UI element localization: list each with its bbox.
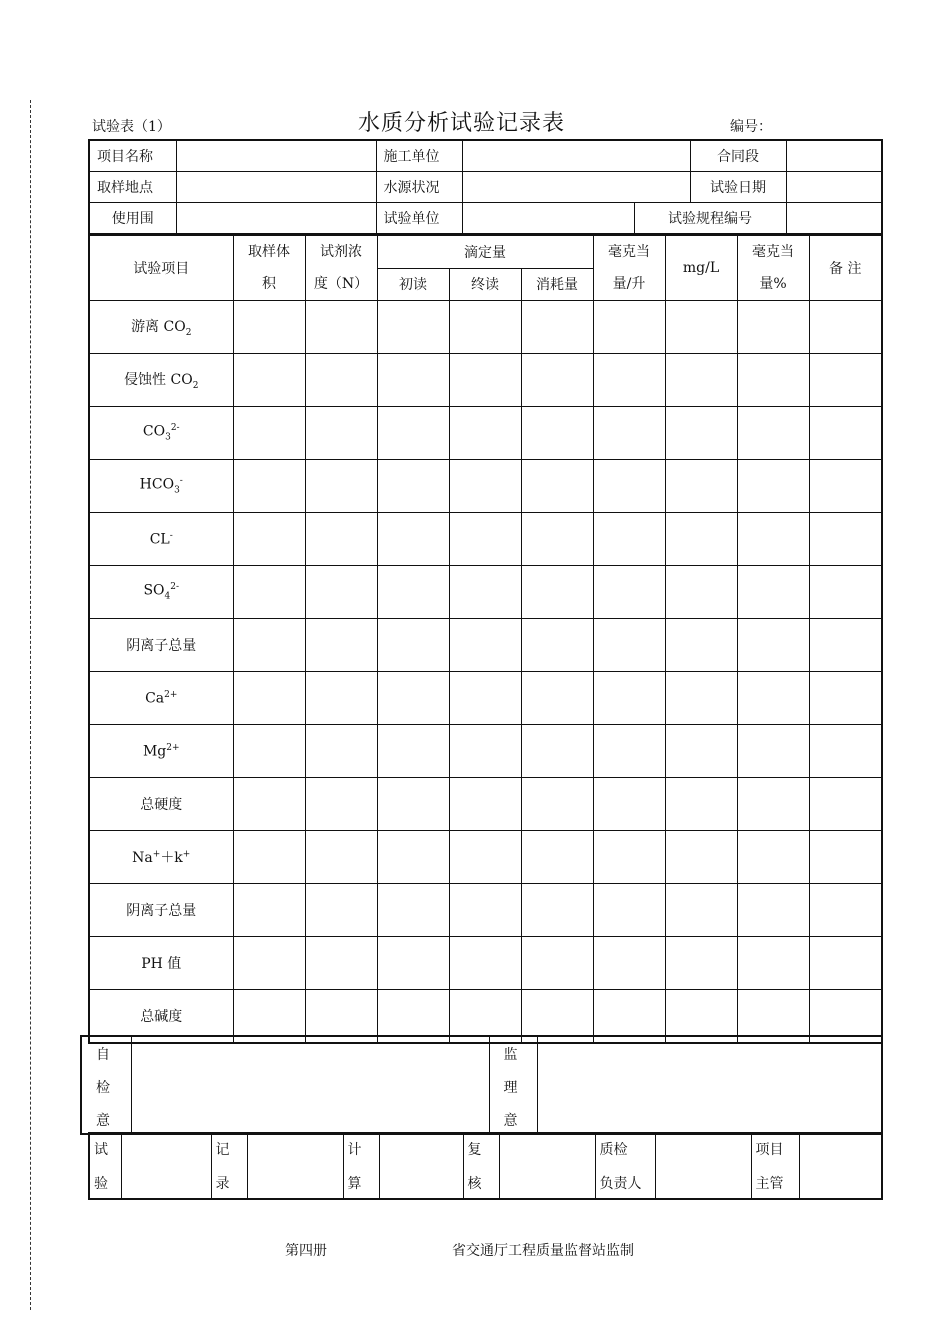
data-cell[interactable] — [521, 831, 593, 884]
qc-head-field[interactable] — [655, 1133, 751, 1199]
calculator-field[interactable] — [379, 1133, 463, 1199]
data-cell[interactable] — [809, 937, 882, 990]
usage-scope-label: 使用围 — [89, 203, 176, 235]
data-rows — [89, 301, 882, 1044]
data-cell[interactable] — [377, 831, 449, 884]
data-cell[interactable] — [593, 566, 665, 619]
footer-volume: 第四册 — [285, 1243, 327, 1259]
testing-unit-label: 试验单位 — [376, 203, 462, 235]
test-date-label: 试验日期 — [690, 172, 786, 203]
row-label — [89, 619, 233, 672]
data-cell[interactable] — [665, 884, 737, 937]
data-cell[interactable] — [305, 884, 377, 937]
row-label — [89, 725, 233, 778]
data-cell[interactable] — [665, 672, 737, 725]
data-cell[interactable] — [521, 460, 593, 513]
table-row — [89, 937, 882, 990]
table-row — [89, 725, 882, 778]
self-check-char-2: 检 — [96, 1080, 110, 1096]
data-cell[interactable] — [305, 354, 377, 407]
project-manager-field[interactable] — [799, 1133, 882, 1199]
data-cell[interactable] — [449, 778, 521, 831]
col-test-item: 试验项目 — [89, 235, 233, 301]
project-manager-line1: 项目 — [755, 1142, 784, 1158]
col-meq-line1: 毫克当 — [608, 244, 651, 260]
data-cell[interactable] — [233, 672, 305, 725]
binding-line — [30, 100, 31, 1310]
data-cell[interactable] — [233, 725, 305, 778]
data-cell[interactable] — [521, 407, 593, 460]
data-cell[interactable] — [377, 619, 449, 672]
table-row — [89, 619, 882, 672]
row-label — [89, 778, 233, 831]
form-code: 试验表（1） — [92, 119, 171, 135]
data-cell[interactable] — [809, 725, 882, 778]
data-cell[interactable] — [449, 831, 521, 884]
row-label-text: CO — [142, 423, 166, 440]
data-cell[interactable] — [233, 513, 305, 566]
data-cell[interactable] — [233, 778, 305, 831]
data-cell[interactable] — [521, 725, 593, 778]
col-meq — [593, 235, 665, 301]
row-label — [89, 884, 233, 937]
row-label-text: 游离 CO — [131, 319, 186, 336]
table-row — [89, 354, 882, 407]
reviewer-field[interactable] — [499, 1133, 595, 1199]
data-cell[interactable] — [449, 301, 521, 354]
data-cell[interactable] — [593, 354, 665, 407]
data-cell[interactable] — [449, 513, 521, 566]
testing-unit-field[interactable] — [462, 203, 634, 235]
supervision-char-2: 理 — [503, 1080, 518, 1096]
data-cell[interactable] — [449, 619, 521, 672]
row-label — [89, 354, 233, 407]
row-label-superscript: 2- — [170, 423, 180, 434]
tester-line2: 验 — [94, 1176, 108, 1192]
data-cell[interactable] — [665, 831, 737, 884]
data-cell[interactable] — [377, 407, 449, 460]
table-row — [89, 672, 882, 725]
data-cell[interactable] — [593, 513, 665, 566]
row-label-text: 总硬度 — [140, 797, 183, 813]
row-label-suffix-superscript: + — [182, 849, 191, 860]
row-label — [89, 831, 233, 884]
col-consumed: 消耗量 — [521, 268, 593, 301]
data-cell[interactable] — [809, 778, 882, 831]
analysis-table — [88, 234, 883, 1044]
contractor-field[interactable] — [462, 140, 690, 172]
data-cell[interactable] — [305, 937, 377, 990]
row-label-text: Mg — [142, 743, 167, 760]
table-row — [89, 778, 882, 831]
col-reagent-conc-line1: 试剂浓 — [320, 244, 362, 260]
usage-scope-field[interactable] — [176, 203, 376, 235]
data-cell[interactable] — [521, 619, 593, 672]
reviewer-line1: 复 — [467, 1142, 482, 1158]
data-cell[interactable] — [305, 725, 377, 778]
data-cell[interactable] — [377, 937, 449, 990]
row-label-subscript: 4 — [164, 591, 171, 602]
data-cell[interactable] — [665, 725, 737, 778]
data-cell[interactable] — [593, 460, 665, 513]
data-cell[interactable] — [809, 301, 882, 354]
row-label-superscript: 2+ — [166, 742, 180, 753]
col-sample-volume-line2: 积 — [262, 276, 276, 292]
row-label-superscript: - — [169, 530, 173, 541]
col-remarks: 备 注 — [809, 235, 882, 301]
row-label-text: Na — [132, 850, 153, 866]
data-cell[interactable] — [233, 354, 305, 407]
data-cell[interactable] — [377, 460, 449, 513]
row-label-text: 阴离子总量 — [126, 903, 197, 919]
self-check-char-3: 意 — [96, 1113, 110, 1129]
reviewer-line2: 核 — [467, 1176, 482, 1192]
col-meq-pct-line1: 毫克当 — [752, 244, 795, 260]
data-cell[interactable] — [737, 619, 809, 672]
data-cell[interactable] — [377, 566, 449, 619]
data-cell[interactable] — [737, 778, 809, 831]
data-cell[interactable] — [449, 884, 521, 937]
row-label-superscript: 2+ — [164, 689, 178, 700]
col-initial: 初读 — [377, 268, 449, 301]
data-cell[interactable] — [809, 407, 882, 460]
data-cell[interactable] — [737, 566, 809, 619]
data-cell[interactable] — [305, 566, 377, 619]
row-label-superscript: - — [179, 476, 183, 487]
data-cell[interactable] — [449, 725, 521, 778]
col-sample-volume — [233, 235, 305, 301]
data-cell[interactable] — [809, 354, 882, 407]
row-label-text: HCO — [139, 476, 175, 493]
data-cell[interactable] — [593, 778, 665, 831]
self-check-char-1: 自 — [96, 1047, 110, 1063]
table-row — [89, 831, 882, 884]
page-title: 水质分析试验记录表 — [358, 111, 566, 136]
recorder-label — [211, 1133, 247, 1199]
opinion-table — [80, 1035, 883, 1135]
data-cell[interactable] — [449, 460, 521, 513]
supervision-char-1: 监 — [503, 1047, 518, 1063]
test-standard-field[interactable] — [786, 203, 882, 235]
data-cell[interactable] — [449, 672, 521, 725]
data-cell[interactable] — [737, 937, 809, 990]
col-reagent-conc-line2: 度（N） — [313, 276, 369, 292]
col-titration: 滴定量 — [377, 235, 593, 268]
data-cell[interactable] — [233, 831, 305, 884]
data-cell[interactable] — [377, 513, 449, 566]
water-source-field[interactable] — [462, 172, 690, 203]
data-cell[interactable] — [593, 884, 665, 937]
data-cell[interactable] — [593, 619, 665, 672]
row-label-superscript: + — [152, 849, 161, 860]
tester-field[interactable] — [121, 1133, 211, 1199]
data-cell[interactable] — [593, 407, 665, 460]
data-cell[interactable] — [809, 460, 882, 513]
supervision-char-3: 意 — [503, 1113, 518, 1129]
data-cell[interactable] — [233, 460, 305, 513]
row-label-text: PH 值 — [141, 956, 182, 972]
data-cell[interactable] — [305, 619, 377, 672]
test-standard-label: 试验规程编号 — [634, 203, 786, 235]
project-name-field[interactable] — [176, 140, 376, 172]
data-cell[interactable] — [233, 407, 305, 460]
table-row — [89, 301, 882, 354]
row-label — [89, 460, 233, 513]
row-label-text: CL — [149, 531, 170, 548]
data-cell[interactable] — [809, 831, 882, 884]
col-mgl: mg/L — [665, 235, 737, 301]
recorder-line1: 记 — [215, 1142, 230, 1158]
footer-issuer: 省交通厅工程质量监督站监制 — [452, 1243, 634, 1259]
data-cell[interactable] — [305, 672, 377, 725]
data-cell[interactable] — [305, 831, 377, 884]
data-cell[interactable] — [665, 778, 737, 831]
data-cell[interactable] — [737, 725, 809, 778]
tester-label — [89, 1133, 121, 1199]
project-manager-label — [751, 1133, 799, 1199]
data-cell[interactable] — [665, 354, 737, 407]
row-label-subscript: 3 — [165, 432, 171, 443]
data-cell[interactable] — [737, 354, 809, 407]
data-cell[interactable] — [377, 725, 449, 778]
data-cell[interactable] — [305, 460, 377, 513]
data-cell[interactable] — [809, 884, 882, 937]
calculator-line1: 计 — [347, 1142, 362, 1158]
data-cell[interactable] — [377, 778, 449, 831]
calculator-label — [343, 1133, 379, 1199]
data-cell[interactable] — [809, 566, 882, 619]
recorder-field[interactable] — [247, 1133, 343, 1199]
qc-head-line2: 负责人 — [599, 1176, 642, 1192]
col-reagent-conc — [305, 235, 377, 301]
project-name-label: 项目名称 — [89, 140, 176, 172]
data-cell[interactable] — [305, 301, 377, 354]
data-cell[interactable] — [305, 778, 377, 831]
data-cell[interactable] — [377, 301, 449, 354]
table-row — [89, 460, 882, 513]
data-cell[interactable] — [593, 301, 665, 354]
data-cell[interactable] — [665, 513, 737, 566]
row-label-subscript: 2 — [185, 327, 192, 338]
col-sample-volume-line1: 取样体 — [248, 244, 290, 260]
row-label — [89, 672, 233, 725]
qc-head-line1: 质检 — [599, 1142, 628, 1158]
table-row — [89, 407, 882, 460]
data-cell[interactable] — [593, 831, 665, 884]
col-final: 终读 — [449, 268, 521, 301]
data-cell[interactable] — [449, 407, 521, 460]
data-cell[interactable] — [665, 937, 737, 990]
row-label — [89, 301, 233, 354]
contract-section-label: 合同段 — [690, 140, 786, 172]
row-label — [89, 566, 233, 619]
row-label-text: Ca — [145, 690, 165, 707]
calculator-line2: 算 — [347, 1176, 362, 1192]
signature-table — [88, 1132, 883, 1200]
row-label-subscript: 3 — [174, 485, 180, 496]
data-cell[interactable] — [521, 672, 593, 725]
data-cell[interactable] — [521, 301, 593, 354]
data-cell[interactable] — [593, 725, 665, 778]
table-row — [89, 884, 882, 937]
data-cell[interactable] — [521, 884, 593, 937]
contractor-label: 施工单位 — [376, 140, 462, 172]
data-cell[interactable] — [233, 884, 305, 937]
data-cell[interactable] — [809, 513, 882, 566]
data-cell[interactable] — [449, 937, 521, 990]
sampling-location-field[interactable] — [176, 172, 376, 203]
col-meq-pct-line2: 量% — [759, 276, 787, 292]
row-label — [89, 937, 233, 990]
data-cell[interactable] — [377, 672, 449, 725]
data-cell[interactable] — [737, 301, 809, 354]
data-cell[interactable] — [665, 301, 737, 354]
data-cell[interactable] — [809, 672, 882, 725]
project-manager-line2: 主管 — [755, 1176, 784, 1192]
data-cell[interactable] — [737, 884, 809, 937]
data-cell[interactable] — [593, 672, 665, 725]
data-cell[interactable] — [377, 884, 449, 937]
data-cell[interactable] — [449, 566, 521, 619]
data-cell[interactable] — [737, 407, 809, 460]
data-cell[interactable] — [521, 513, 593, 566]
water-source-label: 水源状况 — [376, 172, 462, 203]
row-label-text: SO — [143, 582, 165, 599]
data-cell[interactable] — [665, 566, 737, 619]
data-cell[interactable] — [593, 937, 665, 990]
info-table — [88, 139, 883, 235]
row-label-suffix: ＋k — [160, 850, 183, 866]
test-date-field[interactable] — [786, 172, 882, 203]
data-cell[interactable] — [665, 407, 737, 460]
recorder-line2: 录 — [215, 1176, 230, 1192]
supervision-label — [489, 1036, 537, 1134]
data-cell[interactable] — [737, 831, 809, 884]
data-cell[interactable] — [377, 354, 449, 407]
data-cell[interactable] — [233, 566, 305, 619]
self-check-label — [81, 1036, 131, 1134]
row-label-text: 阴离子总量 — [126, 638, 197, 654]
table-row — [89, 566, 882, 619]
table-row — [89, 513, 882, 566]
data-cell[interactable] — [305, 407, 377, 460]
sampling-location-label: 取样地点 — [89, 172, 176, 203]
qc-head-label — [595, 1133, 655, 1199]
contract-section-field[interactable] — [786, 140, 882, 172]
data-cell[interactable] — [737, 672, 809, 725]
number-label: 编号： — [730, 119, 772, 135]
data-cell[interactable] — [233, 301, 305, 354]
col-meq-pct — [737, 235, 809, 301]
data-cell[interactable] — [233, 619, 305, 672]
data-cell[interactable] — [521, 566, 593, 619]
row-label — [89, 513, 233, 566]
data-cell[interactable] — [809, 619, 882, 672]
reviewer-label — [463, 1133, 499, 1199]
data-cell[interactable] — [305, 513, 377, 566]
self-check-field[interactable] — [131, 1036, 489, 1134]
data-cell[interactable] — [233, 937, 305, 990]
row-label — [89, 407, 233, 460]
data-cell[interactable] — [737, 460, 809, 513]
row-label-text: 侵蚀性 CO — [124, 372, 193, 389]
data-cell[interactable] — [665, 460, 737, 513]
data-cell[interactable] — [521, 937, 593, 990]
data-cell[interactable] — [449, 354, 521, 407]
data-cell[interactable] — [665, 619, 737, 672]
data-cell[interactable] — [737, 513, 809, 566]
data-cell[interactable] — [521, 778, 593, 831]
supervision-field[interactable] — [537, 1036, 882, 1134]
data-cell[interactable] — [521, 354, 593, 407]
tester-line1: 试 — [94, 1142, 108, 1158]
row-label-superscript: 2- — [170, 582, 180, 593]
row-label-subscript: 2 — [192, 380, 199, 391]
row-label-text: 总碱度 — [140, 1009, 183, 1025]
col-meq-line2: 量/升 — [612, 276, 646, 292]
